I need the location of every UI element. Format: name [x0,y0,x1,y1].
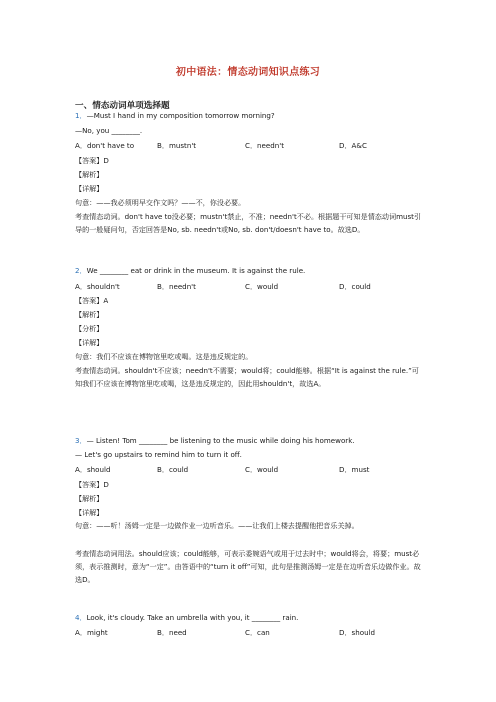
jiexi-label: 【解析】 [75,494,104,503]
xiangjie-label: 【详解】 [75,508,104,517]
option-a: A．should [75,465,111,474]
option-b: B．need [157,628,187,637]
option-c: C．needn't [245,141,285,150]
question-1-stem [75,111,275,120]
explanation: 考查情态动词。don't have to没必要；mustn't禁止，不准；needn't不必。根据题干可知是情态动词must引导的一般疑问句，否定回答是No, sb. needn't或No, sb. don't/doesn't have to。故选D。 [75,212,422,235]
answer-label: 【答案】A [75,296,109,305]
option-b: B．needn't [157,282,196,291]
question-2-stem [75,266,305,275]
question-text: — Listen! Tom ________ be listening to the music while doing his homework. [86,436,355,445]
xiangjie-label: 【详解】 [75,338,104,347]
option-d: D．should [339,628,376,637]
question-number: 1． [75,111,87,120]
option-d: D．must [339,465,370,474]
question-1-stem-2: —No, you ________. [75,126,143,135]
option-c: C．would [245,465,279,474]
question-3-stem [75,436,355,445]
option-c: C．would [245,282,279,291]
explanation: 考查情态动词。shouldn't不应该；needn't不需要；would将；could能够。根据“It is against the rule.”可知我们不应该在博物馆里吃或喝，这是违反规定的，因此用shouldn't，故选A。 [75,366,419,389]
question-number: 3． [75,436,87,445]
answer-label: 【答案】D [75,480,109,489]
jiexi-label: 【解析】 [75,170,104,179]
option-b: B．mustn't [157,141,197,150]
explanation: 考查情态动词用法。should应该；could能够，可表示委婉语气或用于过去时中；would将会，将要；must必须，表示推测时，意为“一定”。由答语中的“turn it off”可知，此句是推测汤姆一定是在边听音乐边做作业。故选D。 [75,549,421,585]
question-text: We ________ eat or drink in the museum. It is against the rule. [86,266,306,275]
option-a: A．shouldn't [75,282,120,291]
option-a: A．don't have to [75,141,135,150]
answer-label: 【答案】D [75,156,109,165]
sentence-translation: 句意：我们不应该在博物馆里吃或喝。这是违反规定的。 [75,352,253,361]
jiexi-label: 【解析】 [75,310,104,319]
question-number: 4． [75,613,87,622]
option-c: C．can [245,628,270,637]
option-d: D．A&C [339,141,367,150]
question-number: 2． [75,266,87,275]
fenxi-label: 【分析】 [75,324,104,333]
option-d: D．could [339,282,371,291]
document-title: 初中语法：情态动词知识点练习 [175,67,321,78]
option-b: B．could [157,465,189,474]
sentence-translation: 句意：——我必须明早交作文吗？——不，你没必要。 [75,198,246,207]
section-heading: 一、情态动词单项选择题 [75,101,170,111]
question-text: —Must I hand in my composition tomorrow morning? [86,111,275,120]
xiangjie-label: 【详解】 [75,184,104,193]
question-text: Look, it's cloudy. Take an umbrella with you, it ________ rain. [86,613,299,622]
question-3-stem-2: — Let's go upstairs to remind him to turn it off. [75,450,242,459]
question-4-stem [75,613,298,622]
sentence-translation: 句意：——听！汤姆一定是一边做作业一边听音乐。——让我们上楼去提醒他把音乐关掉。 [75,521,359,530]
option-a: A．might [75,628,108,637]
